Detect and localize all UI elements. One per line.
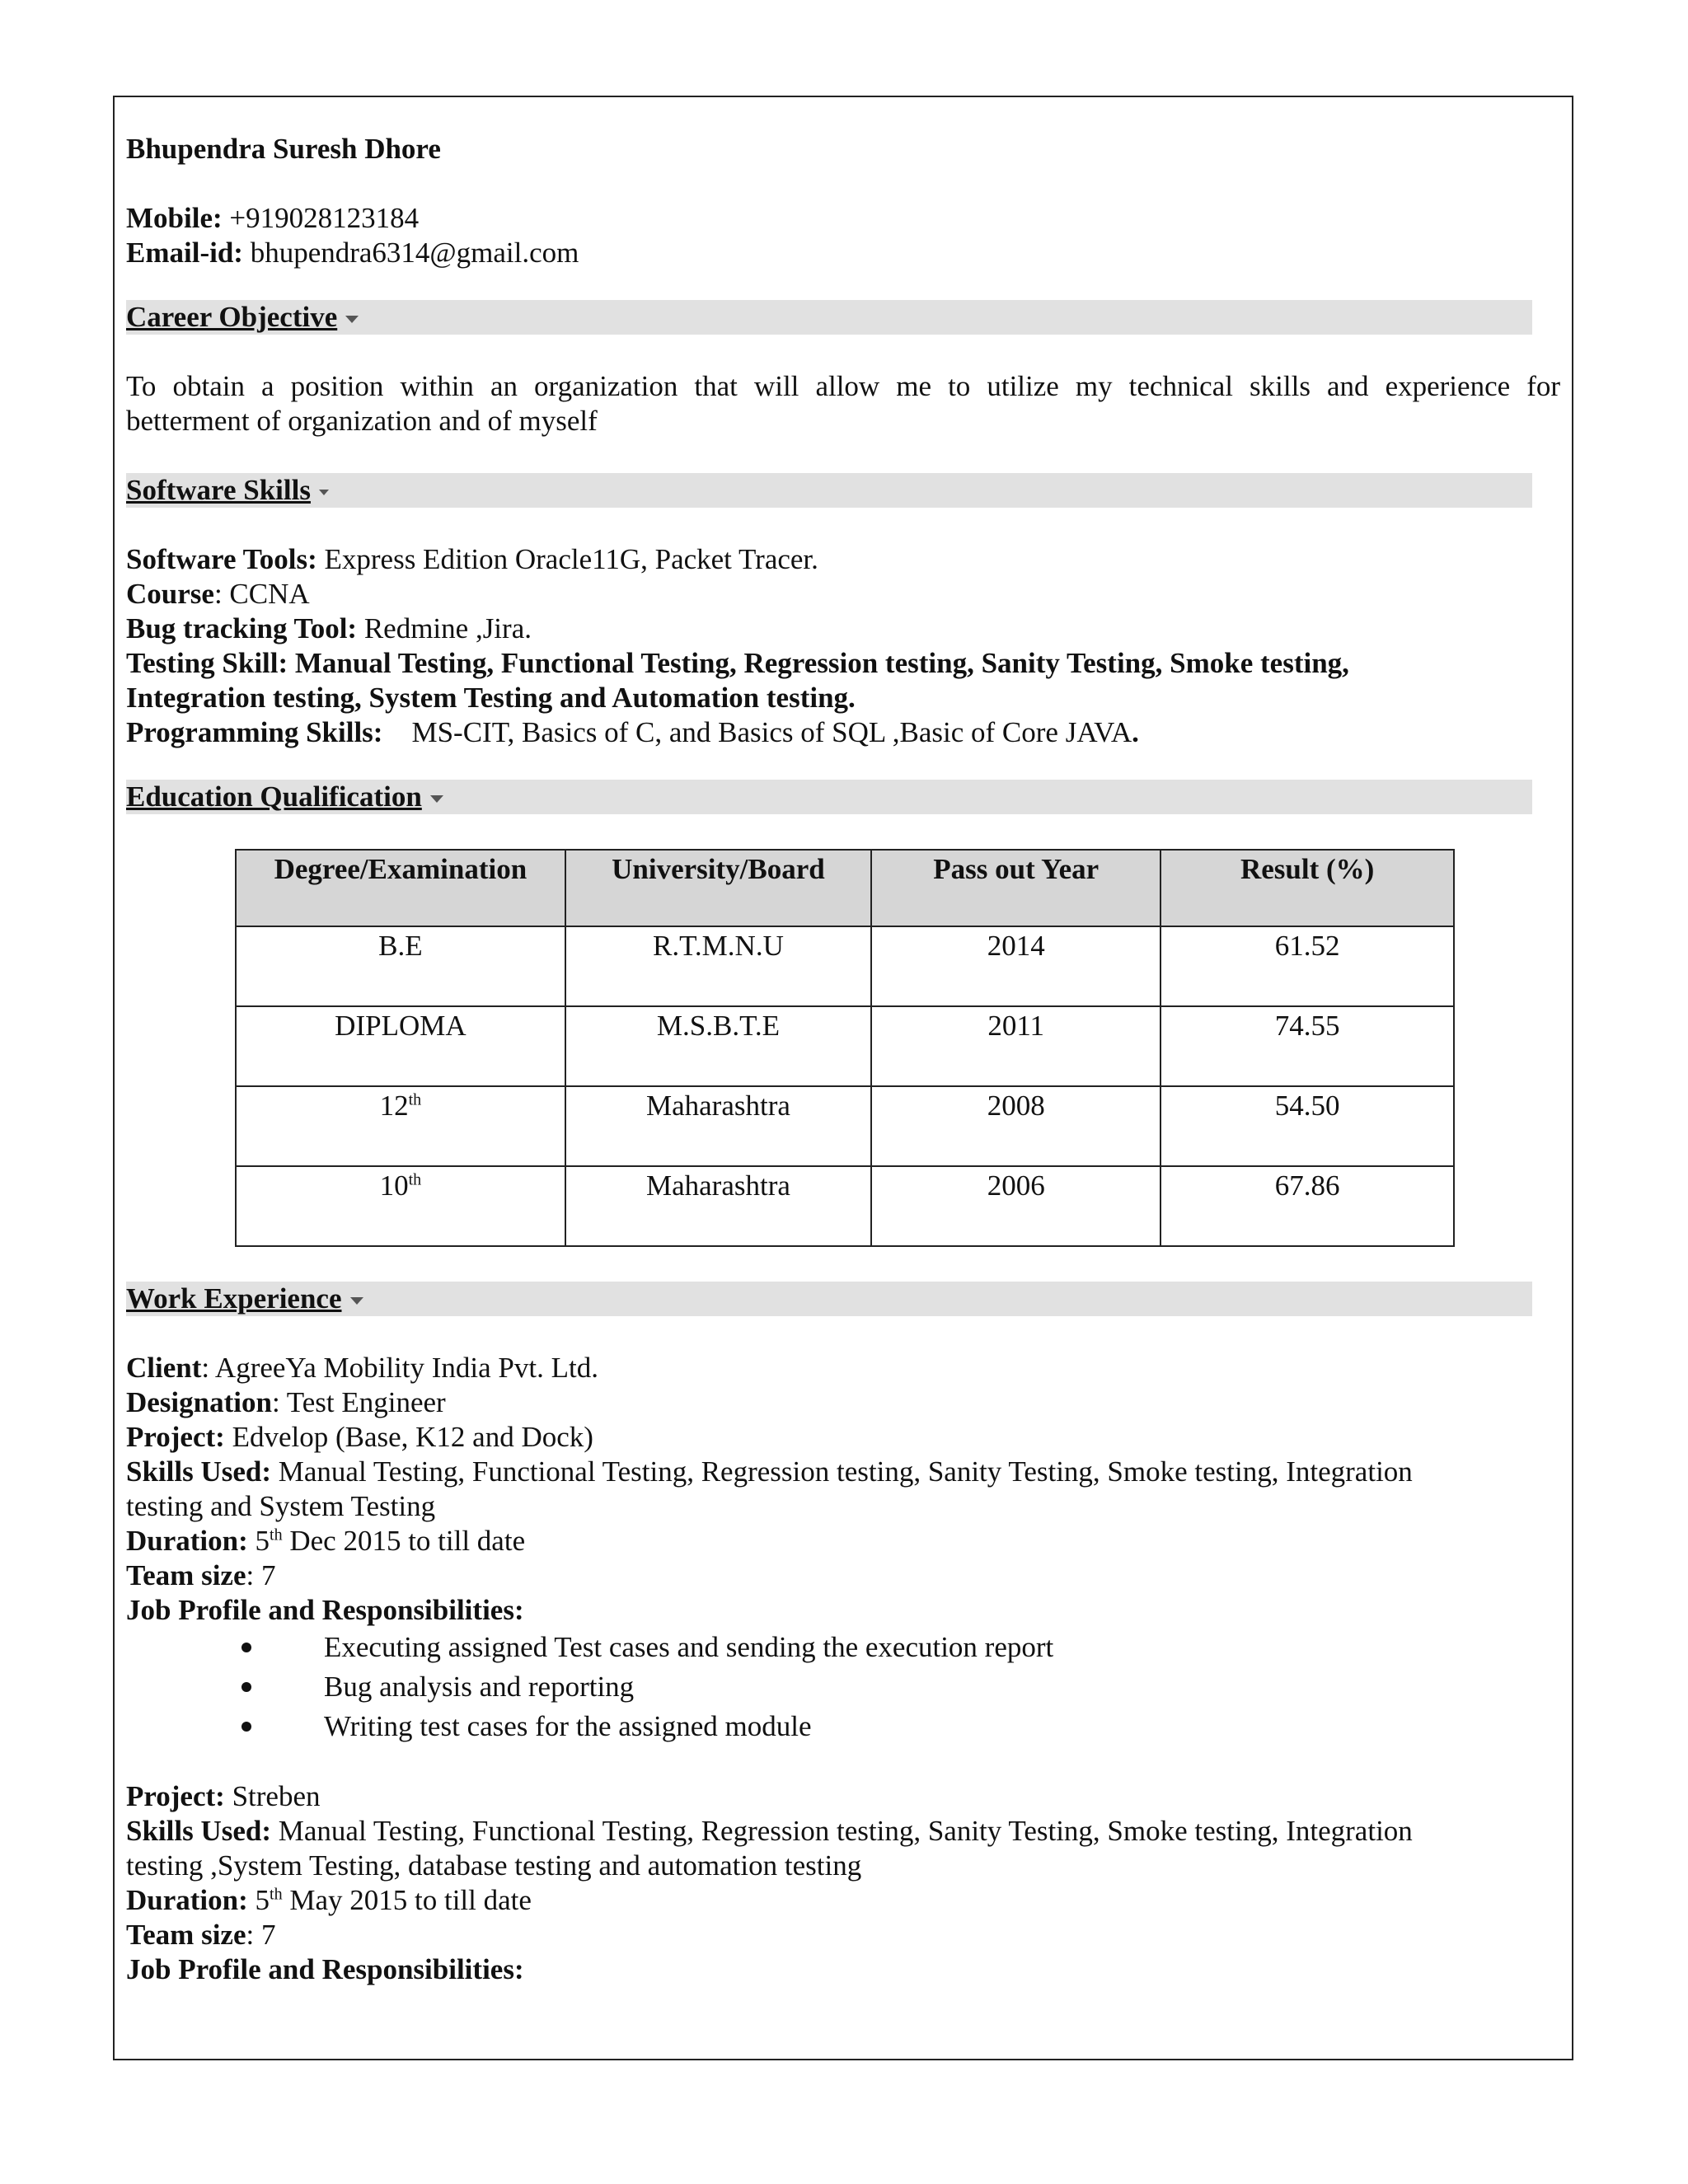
education-table [235, 849, 1455, 1247]
bullet-icon [241, 1643, 251, 1652]
designation-line [126, 1385, 1560, 1420]
team-size-label: Team size [126, 1559, 246, 1591]
resume-content [126, 132, 1560, 1987]
skills-used-line-1 [126, 1455, 1560, 1489]
dropdown-caret-icon[interactable] [350, 1297, 363, 1305]
skills-used-label: Skills Used: [126, 1815, 272, 1847]
team-size-line [126, 1918, 1560, 1952]
project-label: Project: [126, 1421, 225, 1453]
section-work-experience[interactable] [126, 1282, 1532, 1316]
email-value: bhupendra6314@gmail.com [250, 237, 579, 269]
section-title: Software Skills [126, 474, 311, 506]
cell-year: 2011 [871, 1006, 1160, 1086]
table-row [236, 1086, 1454, 1166]
bug-tool-label: Bug tracking Tool: [126, 612, 358, 644]
skills-used-line-1 [126, 1814, 1560, 1849]
dropdown-caret-icon[interactable] [345, 316, 359, 323]
project-line [126, 1779, 1560, 1814]
bullet-icon [241, 1722, 251, 1732]
list-item: Bug analysis and reporting [126, 1667, 1560, 1707]
section-education[interactable] [126, 780, 1532, 814]
project-value: Streben [232, 1780, 321, 1812]
mobile-value: +919028123184 [229, 202, 420, 234]
email-line [126, 236, 1560, 270]
testing-skill-line-2: Integration testing, System Testing and Automation testing. [126, 682, 856, 714]
bug-tool-line [126, 612, 1560, 646]
cell-year: 2008 [871, 1086, 1160, 1166]
duration-label: Duration: [126, 1884, 248, 1916]
header-year: Pass out Year [871, 850, 1160, 926]
table-row [236, 1166, 1454, 1246]
duration-value: Dec 2015 to till date [289, 1525, 526, 1557]
software-tools-line [126, 542, 1560, 577]
team-size-value: : 7 [246, 1919, 276, 1951]
cell-degree: DIPLOMA [236, 1006, 565, 1086]
duration-value: May 2015 to till date [289, 1884, 532, 1916]
cell-degree: 10th [236, 1166, 565, 1246]
cell-board: R.T.M.N.U [565, 926, 871, 1006]
responsibilities-heading: Job Profile and Responsibilities: [126, 1594, 524, 1626]
responsibilities-heading: Job Profile and Responsibilities: [126, 1953, 524, 1985]
project-line [126, 1420, 1560, 1455]
programming-line [126, 715, 1560, 750]
cell-board: M.S.B.T.E [565, 1006, 871, 1086]
course-value: : CCNA [213, 578, 310, 610]
mobile-line [126, 201, 1560, 236]
mobile-label: Mobile: [126, 202, 223, 234]
duration-line: Duration: 5th May 2015 to till date [126, 1884, 532, 1916]
software-tools-label: Software Tools: [126, 543, 317, 575]
skills-used-label: Skills Used: [126, 1455, 272, 1488]
cell-result: 67.86 [1160, 1166, 1454, 1246]
cell-board: Maharashtra [565, 1166, 871, 1246]
designation-label: Designation [126, 1386, 272, 1418]
candidate-name: Bhupendra Suresh Dhore [126, 133, 441, 165]
software-tools-value: Express Edition Oracle11G, Packet Tracer. [324, 543, 818, 575]
duration-label: Duration: [126, 1525, 248, 1557]
cell-degree: 12th [236, 1086, 565, 1166]
cell-year: 2006 [871, 1166, 1160, 1246]
cell-result: 61.52 [1160, 926, 1454, 1006]
cell-year: 2014 [871, 926, 1160, 1006]
list-item: Executing assigned Test cases and sending the execution report [126, 1628, 1560, 1667]
bullet-icon [241, 1682, 251, 1692]
cell-degree: B.E [236, 926, 565, 1006]
dropdown-caret-icon[interactable] [430, 795, 443, 803]
skills-used-line-2: testing ,System Testing, database testing and automation testing [126, 1849, 862, 1882]
section-title: Career Objective [126, 301, 338, 333]
responsibilities-list [126, 1628, 1560, 1746]
section-title: Education Qualification [126, 780, 422, 813]
cell-board: Maharashtra [565, 1086, 871, 1166]
course-line [126, 577, 1560, 612]
dropdown-caret-icon[interactable] [319, 490, 329, 495]
project-label: Project: [126, 1780, 225, 1812]
table-header-row [236, 850, 1454, 926]
client-label: Client [126, 1352, 202, 1384]
designation-value: : Test Engineer [271, 1386, 446, 1418]
header-result: Result (%) [1160, 850, 1454, 926]
objective-line-2: betterment of organization and of myself [126, 405, 598, 437]
programming-period: . [1132, 716, 1139, 748]
table-row [236, 926, 1454, 1006]
list-item: Writing test cases for the assigned module [126, 1707, 1560, 1746]
section-software-skills[interactable] [126, 473, 1532, 508]
team-size-value: : 7 [246, 1559, 276, 1591]
table-row [236, 1006, 1454, 1086]
cell-result: 54.50 [1160, 1086, 1454, 1166]
bug-tool-value: Redmine ,Jira. [363, 612, 532, 644]
objective-line-1: To obtain a position within an organization that will allow me to utilize my technical skills and experience for [126, 370, 1560, 402]
programming-label: Programming Skills: [126, 716, 383, 748]
team-size-line [126, 1558, 1560, 1593]
project-value: Edvelop (Base, K12 and Dock) [232, 1421, 593, 1453]
cell-result: 74.55 [1160, 1006, 1454, 1086]
header-board: University/Board [565, 850, 871, 926]
client-value: : AgreeYa Mobility India Pvt. Ltd. [201, 1352, 598, 1384]
team-size-label: Team size [126, 1919, 246, 1951]
skills-used-value: Manual Testing, Functional Testing, Regression testing, Sanity Testing, Smoke testing, Integration [278, 1815, 1413, 1847]
course-label: Course [126, 578, 214, 610]
skills-used-value: Manual Testing, Functional Testing, Regression testing, Sanity Testing, Smoke testing, Integration [278, 1455, 1413, 1488]
programming-value: MS-CIT, Basics of C, and Basics of SQL ,Basic of Core JAVA [411, 716, 1132, 748]
testing-skill-line-1: Testing Skill: Manual Testing, Functional Testing, Regression testing, Sanity Testing, Smoke testing, [126, 647, 1349, 679]
client-line [126, 1351, 1560, 1385]
email-label: Email-id: [126, 237, 243, 269]
section-title: Work Experience [126, 1282, 342, 1315]
header-degree: Degree/Examination [236, 850, 565, 926]
duration-line: Duration: 5th Dec 2015 to till date [126, 1525, 526, 1557]
skills-used-line-2: testing and System Testing [126, 1490, 436, 1522]
section-career-objective[interactable] [126, 300, 1532, 335]
